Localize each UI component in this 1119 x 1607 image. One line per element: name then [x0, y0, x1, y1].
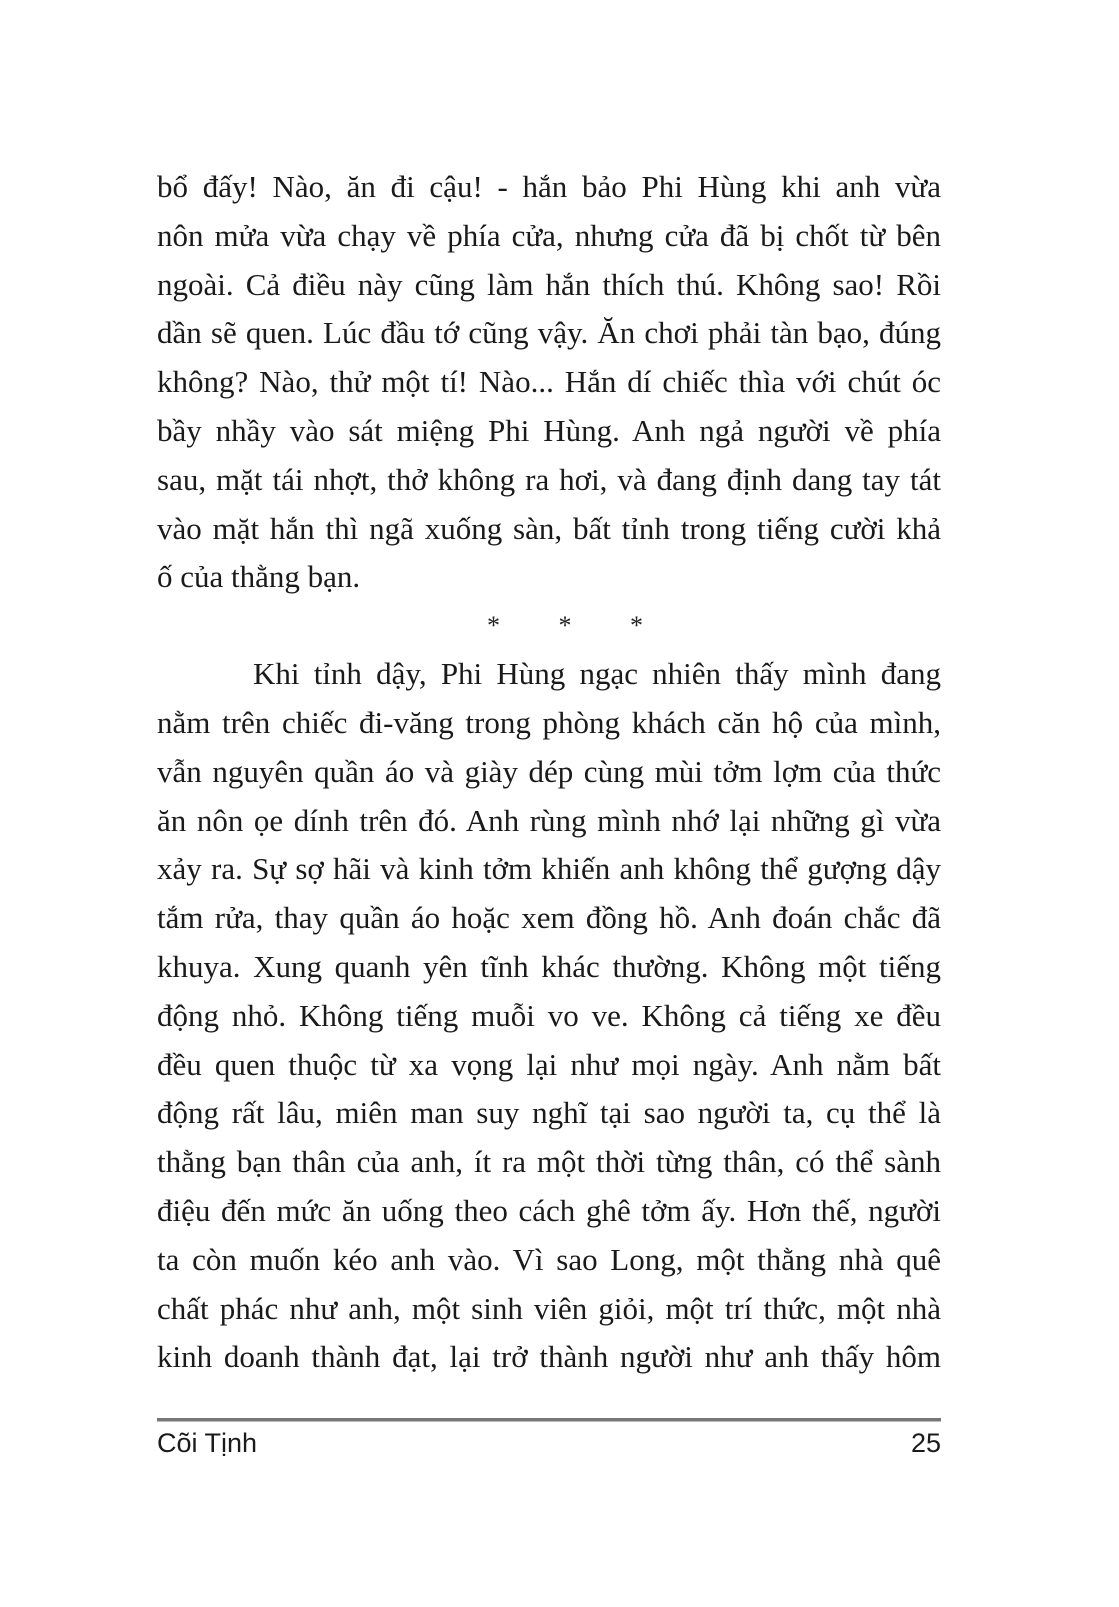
text-line: bầy nhầy vào sát miệng Phi Hùng. Anh ngả người về phía: [157, 412, 941, 448]
footer-divider: [157, 1418, 941, 1422]
text-line: thằng bạn thân của anh, ít ra một thời từng thân, có thể sành: [157, 1144, 941, 1180]
footer-book-title: Cõi Tịnh: [157, 1428, 258, 1458]
text-line: ta còn muốn kéo anh vào. Vì sao Long, một thằng nhà quê: [157, 1241, 941, 1277]
text-line: ngoài. Cả điều này cũng làm hắn thích thú. Không sao! Rồi: [157, 266, 941, 302]
text-line: đều quen thuộc từ xa vọng lại như mọi ngày. Anh nằm bất: [157, 1046, 941, 1082]
body-text: [157, 163, 941, 1382]
text-line: động nhỏ. Không tiếng muỗi vo ve. Không cả tiếng xe đều: [157, 997, 941, 1033]
text-line: dần sẽ quen. Lúc đầu tớ cũng vậy. Ăn chơi phải tàn bạo, đúng: [157, 315, 941, 351]
section-separator: * * *: [487, 611, 669, 641]
text-line: ăn nôn ọe dính trên đó. Anh rùng mình nhớ lại những gì vừa: [157, 802, 941, 838]
text-line: kinh doanh thành đạt, lại trở thành người như anh thấy hôm: [157, 1339, 941, 1375]
text-line: sau, mặt tái nhợt, thở không ra hơi, và đang định dang tay tát: [157, 461, 941, 497]
text-line: Khi tỉnh dậy, Phi Hùng ngạc nhiên thấy mình đang: [253, 656, 941, 692]
text-line: vẫn nguyên quần áo và giày dép cùng mùi tởm lợm của thức: [157, 753, 941, 789]
text-line: nằm trên chiếc đi-văng trong phòng khách căn hộ của mình,: [157, 704, 941, 740]
text-line: nôn mửa vừa chạy về phía cửa, nhưng cửa đã bị chốt từ bên: [157, 217, 941, 253]
text-line: xảy ra. Sự sợ hãi và kinh tởm khiến anh không thể gượng dậy: [157, 851, 941, 887]
text-line: ố của thằng bạn.: [157, 559, 361, 595]
text-line: khuya. Xung quanh yên tĩnh khác thường. Không một tiếng: [157, 948, 941, 984]
text-line: tắm rửa, thay quần áo hoặc xem đồng hồ. Anh đoán chắc đã: [157, 900, 941, 936]
text-line: điệu đến mức ăn uống theo cách ghê tởm ấy. Hơn thế, người: [157, 1192, 941, 1228]
text-line: không? Nào, thử một tí! Nào... Hắn dí chiếc thìa với chút óc: [157, 364, 941, 400]
text-line: động rất lâu, miên man suy nghĩ tại sao người ta, cụ thể là: [157, 1095, 941, 1131]
text-line: chất phác như anh, một sinh viên giỏi, một trí thức, một nhà: [157, 1290, 941, 1326]
text-line: vào mặt hắn thì ngã xuống sàn, bất tỉnh trong tiếng cười khả: [157, 510, 941, 546]
page-number: 25: [910, 1428, 941, 1458]
text-line: bổ đấy! Nào, ăn đi cậu! - hắn bảo Phi Hùng khi anh vừa: [157, 169, 941, 204]
